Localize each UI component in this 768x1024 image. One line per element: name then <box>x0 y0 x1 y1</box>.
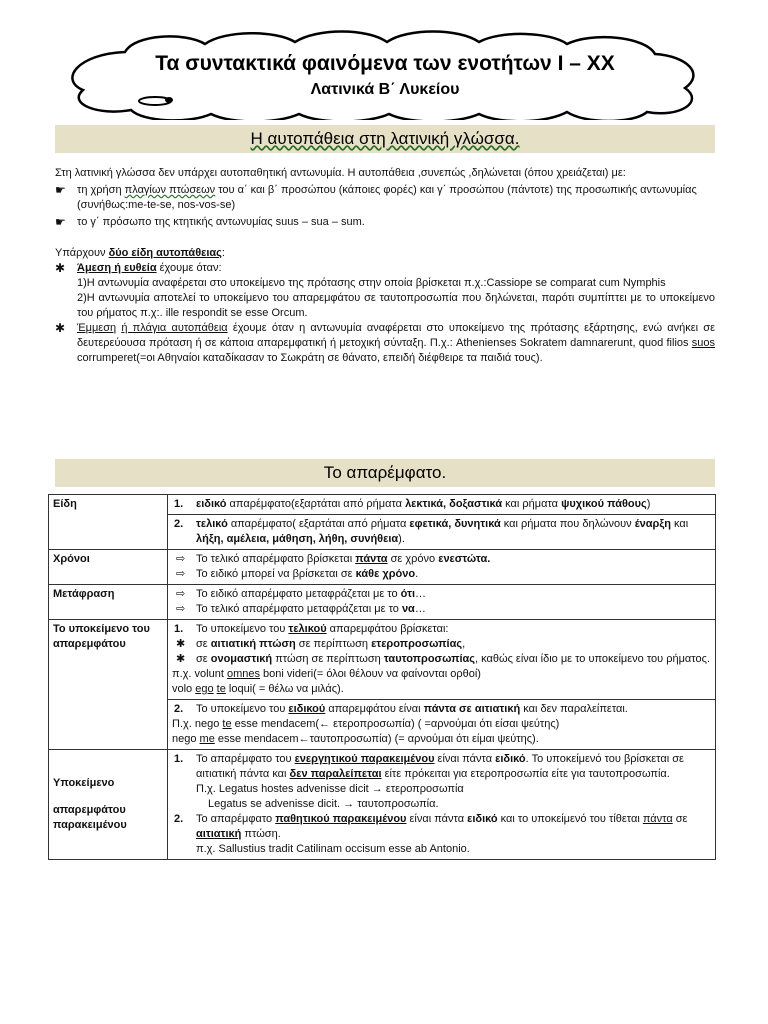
item-text: Το υποκείμενο του τελικού απαρεμφάτου βρίσκεται: <box>196 623 449 635</box>
row-label <box>49 750 168 860</box>
direct-reflexivity <box>55 261 715 321</box>
indirect-label: Έμμεση <box>77 322 117 334</box>
example-line: π.χ. volunt omnes boni videri(= όλοι θέλουν να φαίνονται ορθοί) <box>172 668 481 680</box>
item-number: 2. <box>174 703 184 715</box>
list-item <box>172 637 711 652</box>
item-text: Το ειδικό απαρέμφατο μεταφράζεται με το ότι… <box>196 588 427 600</box>
item-number: 1. <box>174 753 184 765</box>
types-colon: : <box>221 247 225 259</box>
intro-paragraph: Στη λατινική γλώσσα δεν υπάρχει αυτοπαθητική αντωνυμία. Η αυτοπάθεια ,συνεπώς ,δηλώνεται (όπου χρειάζεται) με: <box>55 167 626 179</box>
list-item <box>172 567 711 582</box>
pointing-hand-icon: ☛ <box>55 183 66 197</box>
list-item <box>172 702 711 717</box>
table-row <box>49 585 716 620</box>
item-number: 2. <box>174 813 184 825</box>
direct-point-2: 2)Η αντωνυμία αποτελεί το υποκείμενο του απαρεμφάτου σε ταυτοπροσωπία που δηλώνεται, παρότι συμπίπτει με το υποκείμενο του ρήματος π.χ:. ille respondit se esse Orcum. <box>77 292 715 319</box>
asterisk-icon: ✱ <box>55 261 66 275</box>
item-text: Το υποκείμενο του ειδικού απαρεμφάτου είναι πάντα σε αιτιατική και δεν παραλείπεται. <box>196 703 628 715</box>
asterisk-icon: ✱ <box>55 321 66 335</box>
row-label: Χρόνοι <box>49 550 168 585</box>
item-text: σε αιτιατική πτώση σε περίπτωση ετεροπροσωπίας, <box>196 638 466 650</box>
bullet-item <box>55 215 715 230</box>
example-line: Π.χ. nego te esse mendacem(← ετεροπροσωπία) ( =αρνούμαι ότι είσαι ψεύτης) <box>172 718 560 730</box>
item-text: Το απαρέμφατο παθητικού παρακειμένου είναι πάντα ειδικό και το υποκείμενό του τίθεται πάντα σε αιτιατική πτώση. <box>196 813 688 840</box>
bullet-underlined: πλαγίων πτώσεων <box>124 184 216 196</box>
direct-text: έχουμε όταν: <box>156 262 222 274</box>
row-content <box>168 495 716 550</box>
list-item <box>172 622 711 637</box>
row-content <box>168 750 716 860</box>
section-heading-reflexivity <box>55 125 715 153</box>
section-heading-text: Η αυτοπάθεια στη λατινική γλώσσα. <box>250 129 520 148</box>
item-text: Το τελικό απαρέμφατο βρίσκεται πάντα σε χρόνο ενεστώτα. <box>196 553 491 565</box>
indirect-end: corrumperet(=οι Αθηναίοι καταδίκασαν το Σωκράτη σε θάνατο, επειδή διέφθειρε τα παιδιά τους). <box>77 352 543 364</box>
row-label-line: απαρεμφάτου παρακειμένου <box>53 804 127 831</box>
section-heading-text: Το απαρέμφατο. <box>323 463 447 482</box>
bullet-item <box>55 183 715 213</box>
list-item <box>172 587 711 602</box>
example-line: volo ego te loqui( = θέλω να μιλάς). <box>172 683 344 695</box>
arrow-icon: ⇨ <box>176 568 186 580</box>
item-text: Το ειδικό μπορεί να βρίσκεται σε κάθε χρόνο. <box>196 568 419 580</box>
direct-point-1: 1)Η αντωνυμία αναφέρεται στο υποκείμενο της πρότασης στην οποία βρίσκεται π.χ.:Cassiope se comparat cum Nymphis <box>77 277 666 289</box>
row-content <box>168 585 716 620</box>
item-text: ειδικό απαρέμφατο(εξαρτάται από ρήματα λεκτικά, δοξαστικά και ρήματα ψυχικού πάθους) <box>196 498 651 510</box>
list-item <box>172 812 711 842</box>
reflexivity-body <box>55 166 715 366</box>
row-content <box>168 550 716 585</box>
example-line: nego me esse mendacem←ταυτοπροσωπία) (= αρνούμαι ότι είμαι ψεύτης). <box>172 733 539 745</box>
bullet-text: του α΄ και β΄ προσώπου (κάποιες φορές) και γ΄ προσώπου (πάντοτε) της προσωπικής αντωνυμίας (συνήθως:me-te-se, nos-vos-se) <box>77 184 697 211</box>
row-label: Το υποκείμενο του απαρεμφάτου <box>49 620 168 750</box>
table-row <box>49 550 716 585</box>
list-item <box>172 652 711 667</box>
direct-label: Άμεση ή ευθεία <box>77 262 157 274</box>
bullet-text: το γ΄ πρόσωπο της κτητικής αντωνυμίας suus – sua – sum. <box>77 216 365 228</box>
item-number: 2. <box>174 518 184 530</box>
list-item <box>172 552 711 567</box>
star-icon: ✱ <box>176 638 186 650</box>
indirect-underlined: ή πλάγια αυτοπάθεια <box>121 322 228 334</box>
row-label: Μετάφραση <box>49 585 168 620</box>
row-label: Είδη <box>49 495 168 550</box>
page-title: Τα συντακτικά φαινόμενα των ενοτήτων I – XX <box>155 52 615 75</box>
example-line: Π.χ. Legatus hostes advenisse dicit → ετεροπροσωπία <box>196 783 464 795</box>
item-text: Το απαρέμφατο του ενεργητικού παρακειμένου είναι πάντα ειδικό. Το υποκείμενό του βρίσκεται σε αιτιατική πάντα και δεν παραλείπεται είτε πρόκειται για ετεροπροσωπία είτε για ταυτοπροσωπία. <box>196 753 684 780</box>
pointing-hand-icon: ☛ <box>55 215 66 229</box>
row-content <box>168 620 716 750</box>
section-heading-infinitive <box>55 459 715 487</box>
indirect-text: έχουμε όταν η αντωνυμία αναφέρεται στο υποκείμενο της πρότασης εξάρτησης, ενώ ανήκει σε δευτερεύουσα πρόταση ή σε κάποια απαρεμφατική ή μετοχική σύνταξη. Π.χ.: Athenienses Sokratem damnarerunt, quod filios <box>77 322 715 349</box>
example-line: π.χ. Sallustius tradit Catilinam occisum esse ab Antonio. <box>196 843 470 855</box>
item-text: Το τελικό απαρέμφατο μεταφράζεται με το να… <box>196 603 426 615</box>
indirect-reflexivity <box>55 321 715 366</box>
list-item <box>172 497 711 512</box>
row-label-line: Υποκείμενο <box>53 777 115 789</box>
arrow-icon: ⇨ <box>176 603 186 615</box>
item-text: τελικό απαρέμφατο( εξαρτάται από ρήματα εφετικά, δυνητικά και ρήματα που δηλώνουν έναρξη και λήξη, αμέλεια, μάθηση, λήθη, συνήθεια). <box>196 518 689 545</box>
list-item <box>172 602 711 617</box>
item-number: 1. <box>174 623 184 635</box>
types-line <box>55 246 715 261</box>
example-line: Legatus se advenisse dicit. → ταυτοπροσωπία. <box>208 798 439 810</box>
item-number: 1. <box>174 498 184 510</box>
star-icon: ✱ <box>176 653 186 665</box>
page-subtitle: Λατινικά Β΄ Λυκείου <box>310 81 460 98</box>
types-emph: δύο είδη αυτοπάθειας <box>108 247 222 259</box>
list-item <box>172 752 711 782</box>
table-row <box>49 750 716 860</box>
indirect-suos: suos <box>691 337 715 349</box>
bullet-text: τη χρήση <box>77 184 125 196</box>
types-text: Υπάρχουν <box>55 247 109 259</box>
list-item <box>172 517 711 547</box>
item-text: σε ονομαστική πτώση σε περίπτωση ταυτοπροσωπίας, καθώς είναι ίδιο με το υποκείμενο του ρήματος. <box>196 653 710 665</box>
arrow-icon: ⇨ <box>176 553 186 565</box>
table-row <box>49 495 716 550</box>
infinitive-table <box>48 494 716 860</box>
table-row <box>49 620 716 750</box>
arrow-icon: ⇨ <box>176 588 186 600</box>
